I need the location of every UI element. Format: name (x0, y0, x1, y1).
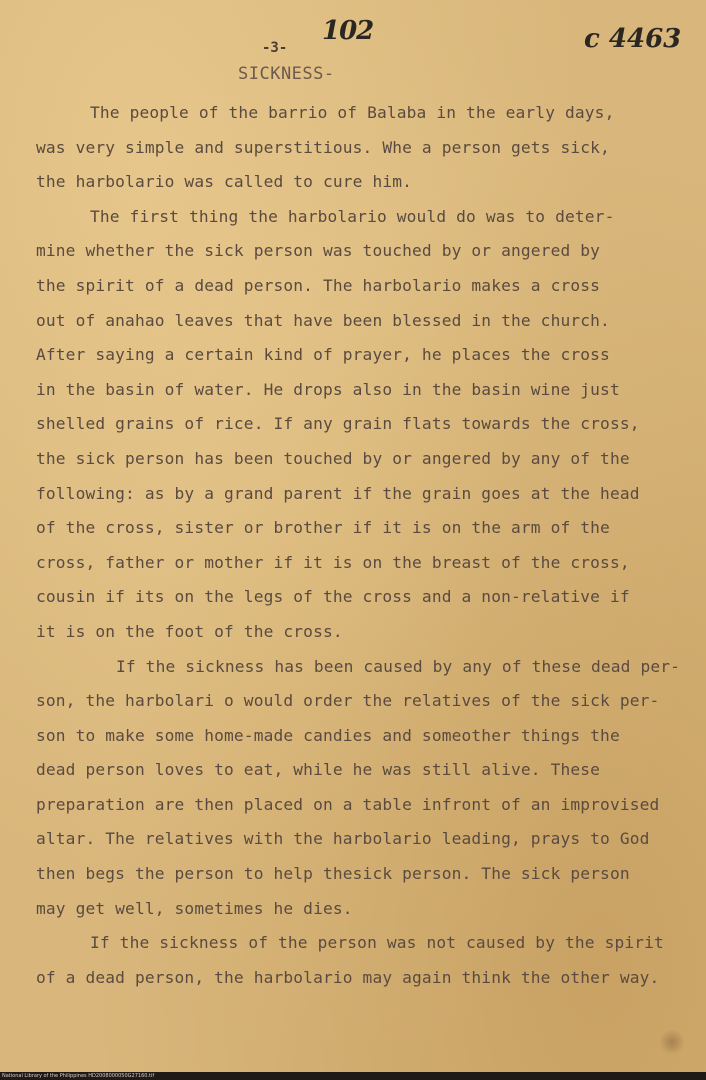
text-line: After saying a certain kind of prayer, he places the cross (36, 345, 610, 365)
scan-footer-bar (0, 1072, 706, 1080)
text-line: in the basin of water. He drops also in the basin wine just (36, 379, 620, 399)
handwritten-catalog-number: c 4463 (584, 24, 682, 54)
text-line: son, the harbolari o would order the relatives of the sick per- (36, 691, 660, 711)
text-line: out of anahao leaves that have been blessed in the church. (36, 310, 610, 330)
text-line: cross, father or mother if it is on the breast of the cross, (36, 552, 630, 572)
section-heading: SICKNESS- (238, 64, 335, 84)
text-line: son to make some home-made candies and someother things the (36, 725, 620, 745)
text-line: mine whether the sick person was touched by or angered by (36, 241, 601, 261)
text-line: of the cross, sister or brother if it is on the arm of the (36, 518, 610, 538)
text-line: the spirit of a dead person. The harbolario makes a cross (36, 275, 601, 295)
text-line: If the sickness has been caused by any of these dead per- (116, 656, 681, 676)
text-line: If the sickness of the person was not caused by the spirit (90, 933, 664, 953)
text-line: shelled grains of rice. If any grain flats towards the cross, (36, 414, 640, 434)
text-line: the harbolario was called to cure him. (36, 172, 413, 192)
text-line: following: as by a grand parent if the grain goes at the head (36, 483, 640, 503)
paper-stain (658, 1030, 686, 1054)
scan-footer-text: National Library of the Philippines HD2008000050G27160.tif (2, 1073, 155, 1079)
text-line: preparation are then placed on a table infront of an improvised (36, 794, 660, 814)
text-line: The first thing the harbolario would do was to deter- (90, 206, 615, 226)
text-line: cousin if its on the legs of the cross and a non-relative if (36, 587, 630, 607)
text-line: of a dead person, the harbolario may again think the other way. (36, 967, 660, 987)
text-line: it is on the foot of the cross. (36, 621, 343, 641)
text-line: was very simple and superstitious. Whe a person gets sick, (36, 137, 610, 157)
text-line: The people of the barrio of Balaba in the early days, (90, 103, 615, 122)
handwritten-page-number: 102 (322, 16, 374, 46)
text-line: altar. The relatives with the harbolario leading, prays to God (36, 829, 650, 849)
text-line: the sick person has been touched by or angered by any of the (36, 448, 630, 468)
page-dash-mark: -3- (262, 40, 288, 56)
text-line: dead person loves to eat, while he was still alive. These (36, 760, 601, 780)
text-line: then begs the person to help thesick person. The sick person (36, 864, 630, 884)
text-line: may get well, sometimes he dies. (36, 898, 353, 918)
body-text (36, 96, 696, 995)
